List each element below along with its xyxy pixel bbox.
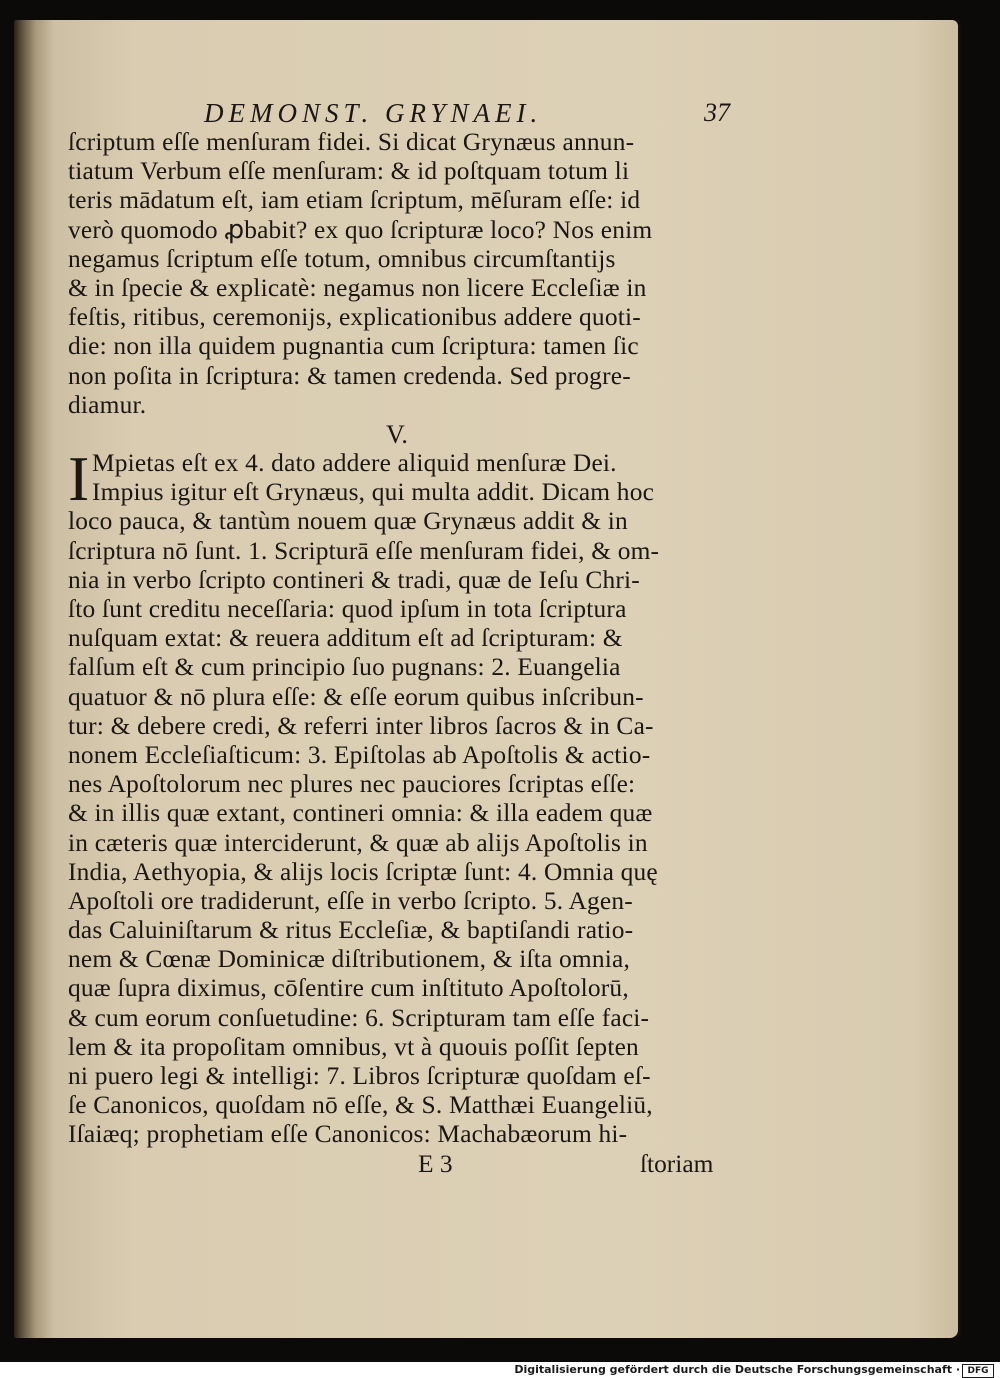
text-line: ſcriptum eſſe menſuram fidei. Si dicat Grynæus annun-: [68, 128, 635, 156]
text-line: non poſita in ſcriptura: & tamen credenda. Sed progre-: [68, 361, 631, 390]
signature-mark: E 3: [418, 1149, 453, 1178]
dfg-logo: DFG: [962, 1364, 994, 1378]
text-line: negamus ſcriptum eſſe totum, omnibus circumſtantijs: [68, 244, 616, 273]
text-line: quatuor & nō plura eſſe: & eſſe eorum quibus inſcribun-: [68, 682, 644, 711]
text-line: verò quomodo ꝓbabit? ex quo ſcripturæ loco? Nos enim: [68, 215, 653, 244]
catchword: ſtoriam: [640, 1149, 714, 1178]
text-line: Iſaiæq; prophetiam eſſe Canonicos: Machabæorum hi-: [68, 1120, 628, 1149]
page-text: [68, 98, 748, 1179]
text-line: loco pauca, & tantùm nouem quæ Grynæus addit & in: [68, 507, 628, 536]
text-line: ſcriptura nō ſunt. 1. Scripturā eſſe menſuram fidei, & om-: [68, 536, 660, 565]
text-line: ſto ſunt creditu neceſſaria: quod ipſum in tota ſcriptura: [68, 595, 627, 623]
text-line: teris mādatum eſt, iam etiam ſcriptum, mēſuram eſſe: id: [68, 186, 641, 215]
text-line: Impius igitur eſt Grynæus, qui multa addit. Dicam hoc: [92, 478, 655, 507]
text-line: lem & ita propoſitam omnibus, vt à quouis poſſit ſepten: [68, 1032, 639, 1061]
text-line: in cæteris quæ interciderunt, & quæ ab alijs Apoſtolis in: [68, 828, 648, 857]
text-line: das Caluiniſtarum & ritus Eccleſiæ, & baptiſandi ratio-: [68, 916, 634, 945]
text-line: feſtis, ritibus, ceremonijs, explicationibus addere quoti-: [68, 303, 641, 332]
text-line: ni puero legi & intelligi: 7. Libros ſcripturæ quoſdam eſ-: [68, 1062, 651, 1090]
page-number: 37: [704, 98, 730, 127]
text-line: falſum eſt & cum principio ſuo pugnans: 2. Euangelia: [68, 653, 621, 682]
running-head: [68, 98, 748, 128]
paragraph-1: [68, 128, 748, 420]
text-line: nonem Eccleſiaſticum: 3. Epiſtolas ab Apoſtolis & actio-: [68, 740, 651, 769]
text-line: tiatum Verbum eſſe menſuram: & id poſtquam totum li: [68, 157, 630, 186]
text-line: Apoſtoli ore tradiderunt, eſſe in verbo ſcripto. 5. Agen-: [68, 886, 633, 915]
text-line: nem & Cœnæ Dominicæ diſtributionem, & iſta omnia,: [68, 945, 631, 974]
running-head-title: DEMONST. GRYNAEI.: [204, 98, 543, 128]
text-line: die: non illa quidem pugnantia cum ſcriptura: tamen ſic: [68, 332, 639, 361]
text-line: & cum eorum conſuetudine: 6. Scripturam tam eſſe faci-: [68, 1003, 650, 1032]
text-line: nia in verbo ſcripto contineri & tradi, quæ de Ieſu Chri-: [68, 565, 640, 594]
text-line: nes Apoſtolorum nec plures nec pauciores ſcriptas eſſe:: [68, 770, 636, 799]
text-line: India, Aethyopia, & alijs locis ſcriptæ ſunt: 4. Omnia quę: [68, 857, 658, 886]
text-line: Mpietas eſt ex 4. dato addere aliquid menſuræ Dei.: [92, 449, 617, 478]
text-line: tur: & debere credi, & referri inter libros ſacros & in Ca-: [68, 711, 654, 740]
text-line: nuſquam extat: & reuera additum eſt ad ſcripturam: &: [68, 624, 623, 653]
paragraph-2: [68, 443, 748, 1150]
text-line: quæ ſupra diximus, cōſentire cum inſtituto Apoſtolorū,: [68, 974, 629, 1003]
section-heading: V.: [386, 419, 408, 449]
digitization-credit: Digitalisierung gefördert durch die Deutsche Forschungsgemeinschaft ·: [514, 1363, 960, 1376]
text-line: & in illis quæ extant, contineri omnia: & illa eadem quæ: [68, 799, 653, 828]
drop-cap: I: [68, 443, 90, 515]
page-footer: [68, 1150, 748, 1179]
text-line: diamur.: [68, 390, 147, 419]
text-line: ſe Canonicos, quoſdam nō eſſe, & S. Matthæi Euangeliū,: [68, 1091, 653, 1120]
text-line: & in ſpecie & explicatè: negamus non licere Eccleſiæ in: [68, 273, 647, 302]
